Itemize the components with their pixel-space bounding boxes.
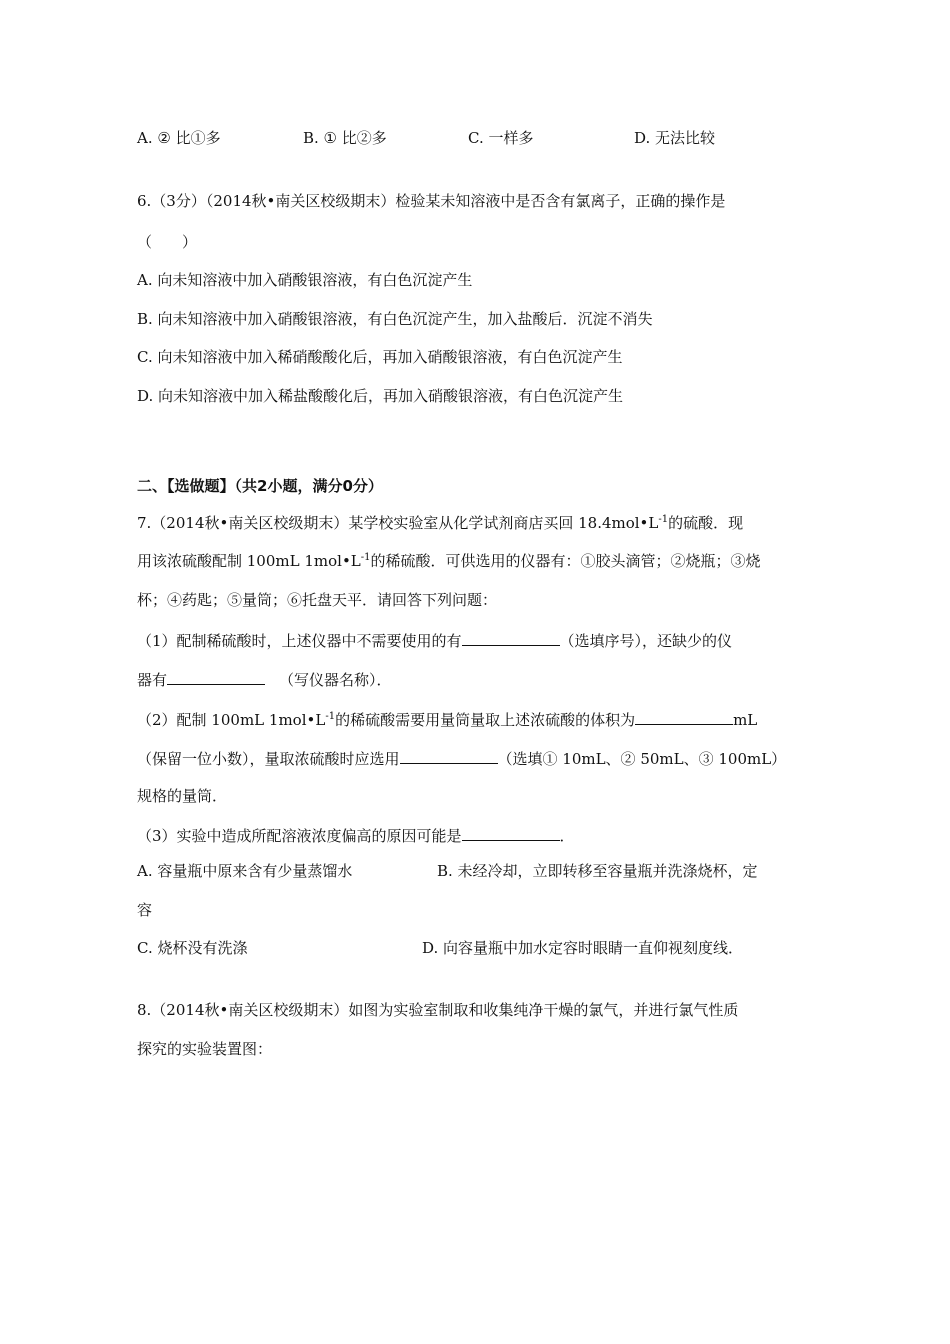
q5-option-a: A. ② 比①多	[137, 129, 221, 147]
q7-part-2: （2）配制 100mL $1mol•L^{-1}$的稀硫酸需要用量筒量取上述浓硫酸的体积为 mL	[137, 708, 757, 730]
q6-paren: （ ）	[137, 233, 198, 251]
q7-part-2-cont: （保留一位小数），量取浓硫酸时应选用 （选填① 10mL、② 50mL、③ 100mL）	[137, 747, 786, 769]
q7-option-a: A. 容量瓶中原来含有少量蒸馏水	[137, 862, 353, 880]
q6-stem: 6.（3分）（2014秋•南关区校级期末）检验某未知溶液中是否含有氯离子，正确的操作是	[137, 192, 726, 210]
q5-option-b: B. ① 比②多	[303, 129, 387, 147]
answer-blank[interactable]	[462, 629, 560, 646]
q7-option-d: D. 向容量瓶中加水定容时眼睛一直仰视刻度线．	[422, 939, 744, 957]
section-title: 二、【选做题】（共2小题，满分0分）	[137, 477, 383, 495]
q7-part-3: （3）实验中造成所配溶液浓度偏高的原因可能是 ．	[137, 824, 575, 846]
q7-option-b: B. 未经冷却，立即转移至容量瓶并洗涤烧杯，定	[437, 862, 758, 880]
q7-option-b-cont: 容	[137, 901, 153, 919]
q5-option-d: D. 无法比较	[634, 129, 716, 147]
q7-line-3: 杯；④药匙；⑤量筒；⑥托盘天平．请回答下列问题：	[137, 591, 498, 609]
q7-part-1-cont: 器有 （写仪器名称）．	[137, 668, 392, 690]
q8-line-2: 探究的实验装置图：	[137, 1040, 273, 1058]
q7-part-2-cont-2: 规格的量筒．	[137, 787, 228, 805]
q7-line-2: 用该浓硫酸配制 100mL $1mol•L^{-1}$的稀硫酸．可供选用的仪器有：①胶头滴管；②烧瓶；③烧	[137, 552, 761, 570]
answer-blank[interactable]	[400, 747, 498, 764]
q6-option-a: A. 向未知溶液中加入硝酸银溶液，有白色沉淀产生	[137, 271, 473, 289]
answer-blank[interactable]	[167, 668, 265, 685]
q7-part-1: （1）配制稀硫酸时，上述仪器中不需要使用的有 （选填序号），还缺少的仪	[137, 629, 732, 651]
q6-option-d: D. 向未知溶液中加入稀盐酸酸化后，再加入硝酸银溶液，有白色沉淀产生	[137, 387, 624, 405]
answer-blank[interactable]	[635, 708, 733, 725]
q7-option-c: C. 烧杯没有洗涤	[137, 939, 248, 957]
q7-line-1: 7.（2014秋•南关区校级期末）某学校实验室从化学试剂商店买回 $18.4mol•L^{-1}$的硫酸．现	[137, 514, 744, 532]
answer-blank[interactable]	[462, 824, 560, 841]
q6-option-b: B. 向未知溶液中加入硝酸银溶液，有白色沉淀产生，加入盐酸后．沉淀不消失	[137, 310, 653, 328]
q8-line-1: 8.（2014秋•南关区校级期末）如图为实验室制取和收集纯净干燥的氯气，并进行氯气性质	[137, 1001, 739, 1019]
q6-option-c: C. 向未知溶液中加入稀硝酸酸化后，再加入硝酸银溶液，有白色沉淀产生	[137, 348, 623, 366]
q5-option-c: C. 一样多	[468, 129, 534, 147]
